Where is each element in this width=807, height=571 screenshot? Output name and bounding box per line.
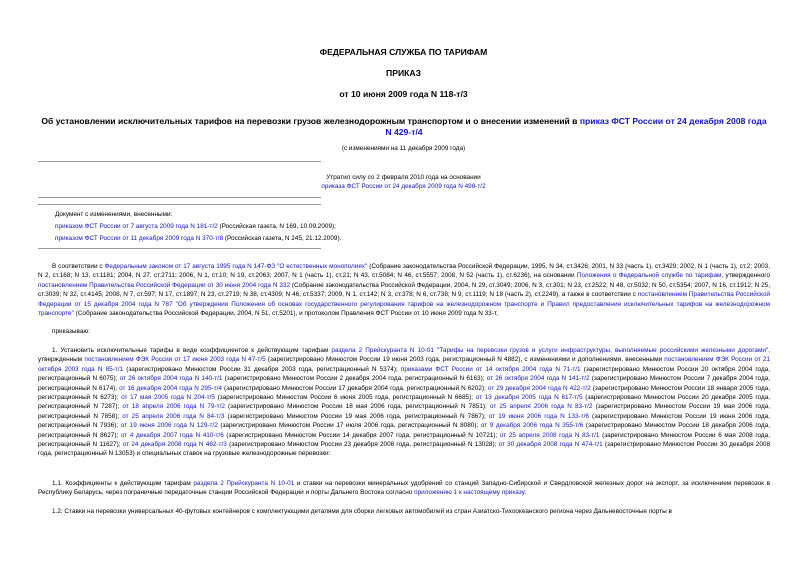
paragraph-indent [38, 263, 52, 270]
paragraph-text: . [524, 489, 526, 497]
paragraph-text: (зарегистрировано Минюстом России 17 декабря 2004 года, регистрационный N 6202); [221, 384, 488, 392]
paragraph-indent [38, 347, 52, 354]
separator-line [38, 248, 321, 249]
document-link[interactable]: от 18 апреля 2006 года N 79-т/2 [122, 403, 225, 411]
document-title [38, 116, 770, 138]
document-link[interactable]: от 26 октября 2004 года N 140-т/1 [119, 375, 223, 383]
agency-name: ФЕДЕРАЛЬНАЯ СЛУЖБА ПО ТАРИФАМ [319, 47, 488, 57]
paragraph-text: 1.1. Коэффициенты к действующим тарифам [52, 480, 194, 487]
void-notice-link[interactable]: приказа ФСТ России от 24 декабря 2009 года N 498-т/2 [321, 183, 486, 190]
paragraph-text: (зарегистрировано Минюстом России 20 декабря 2005 года, регистрационный N 7287); [38, 394, 771, 411]
paragraph-text: , утвержденным [38, 347, 770, 364]
changes-item [55, 223, 336, 230]
document-title-link[interactable]: приказ ФСТ России от 24 декабря 2008 года N 429-т/4 [385, 116, 767, 137]
paragraph-text: (зарегистрировано Минюстом России 19 мая 2006 года, регистрационный N 7867); [224, 412, 489, 420]
separator-line [38, 197, 321, 198]
item-1-paragraph [38, 346, 770, 459]
changes-heading: Документ с изменениями, внесенными: [55, 211, 173, 218]
changes-item-text: (Российская газета, N 245, 21.12.2009). [223, 235, 342, 242]
document-link[interactable]: от 29 декабря 2004 года N 422-т/2 [487, 384, 591, 392]
changes-item [55, 235, 341, 242]
paragraph-text: (зарегистрировано Минюстом России 18 января 2005 года, регистрационный N 6273); [38, 384, 771, 402]
document-link[interactable]: от 30 декабря 2008 года N 474-т/1 [498, 441, 603, 449]
document-link[interactable]: постановлением Правительства Российской Федерации от 30 июня 2004 года N 332 [38, 281, 291, 289]
amendment-note: (с изменениями на 11 декабря 2009 года) [341, 145, 466, 152]
paragraph-text: (зарегистрировано Минюстом России 7 декабря 2004 года, регистрационный N 6174); [38, 375, 771, 392]
paragraph-text: и ставки на перевозки минеральных удобрений со станций Западно-Сибирской и Свердловской железных дорог на экспорт, за исключением перевозок в Республику Беларусь, через пограничные передаточные станции Российской Федерации и порты Дальнего Востока согласно [38, 480, 770, 497]
document-link[interactable]: раздела 2 Прейскуранта N 10-01 "Тарифы на перевозки грузов и услуги инфраструктуры, выполняемые российскими железными дорогами" [331, 347, 769, 354]
document-link[interactable]: от 25 апреля 2006 года N 84-т/3 [122, 412, 225, 420]
document-link[interactable]: Положения о Федеральной службе по тарифам [576, 272, 722, 280]
paragraph-text: В соответствии с [52, 263, 105, 270]
document-link[interactable]: от 24 декабря 2008 года N 462-т/3 [122, 441, 227, 449]
separator-line [38, 161, 321, 162]
paragraph-text: (зарегистрировано Минюстом России 17 июля 2006 года, регистрационный N 8080); [217, 422, 481, 430]
item-1-2-paragraph [38, 507, 770, 516]
document-date-number: от 10 июня 2009 года N 118-т/3 [339, 89, 468, 99]
changes-item-link[interactable]: приказом ФСТ России от 11 декабря 2009 года N 370-т/8 [55, 235, 224, 242]
document-link[interactable]: от 19 июня 2006 года N 133-т/6 [488, 412, 589, 420]
document-link[interactable]: от 9 декабря 2006 года N 355-т/6 [480, 422, 584, 430]
order-word [38, 327, 770, 336]
changes-item-text: (Российская газета, N 169, 10.09.2009); [217, 223, 336, 230]
paragraph-text: (зарегистрировано Минюстом России 31 декабря 2003 года, регистрационный N 5374); [123, 365, 401, 373]
document-link[interactable]: постановлением ФЭК России от 21 октября 2003 года N 85-т/1 [38, 356, 771, 373]
paragraph-indent [38, 508, 52, 515]
paragraph-text: (зарегистрировано Минюстом России 30 декабря 2008 года, регистрационный N 13053) и специальных ставок на грузовые железнодорожные перевозки: [38, 441, 771, 458]
paragraph-text: (зарегистрировано Минюстом России 19 июня 2006 года, регистрационный N 7936); [38, 412, 770, 430]
order-word-text: приказываю: [52, 328, 90, 335]
document-link[interactable]: раздела 2 Прейскуранта N 10-01 [193, 480, 295, 487]
paragraph-text: (зарегистрировано Минюстом России 20 октября 2004 года, регистрационный N 6075); [38, 365, 771, 383]
paragraph-text: (зарегистрировано Минюстом России 2 декабря 2004 года, регистрационный N 6163); [222, 375, 487, 383]
preamble-paragraph [38, 262, 770, 318]
paragraph-text: (Собрание законодательства Российской Федерации, 2004, N 29, ст.3049; 2006, N 3, ст.301; N 23, ст.2522; N 48, ст.5032; N 50, ст.5354; 2007, N 16, ст.1912; N 25, ст.3039; N 32, ст.4145; 2008, N 7, ст.597; N 17, ст.1897; N 23, ст.2719; N 38, ст.4309; N 46, ст.5337; 2009, N 1, ст.142; N 3, ст.378; N 6, ст.738; N 9, ст.1119; N 18 (часть 2), ст.2249), а также в соответствии с [38, 281, 771, 299]
document-link[interactable]: от 19 июня 2006 года N 129-т/2 [120, 422, 218, 430]
paragraph-text: (зарегистрировано Минюстом России 19 мая 2006 года, регистрационный N 7858); [38, 403, 771, 420]
paragraph-text: (Собрание законодательства Российской Федерации, 1995, N 34, ст.3426; 2001, N 33 (часть 1), ст.3429; 2002, N 1 (часть 1), ст.2; 2003, N 2, ст.168; N 13, ст.1181; 2004, N 27, ст.2711; 2006, N 1, ст.10; N 19, ст.2063; 2007, N 1 (часть 1), ст.21; N 43, ст.5084; N 46, ст.5557; 2008, N 52 (часть 1), ст.6236), на основании [38, 263, 771, 280]
document-link[interactable]: от 4 декабря 2007 года N 410-т/6 [120, 431, 224, 439]
item-1-1-paragraph [38, 479, 770, 498]
paragraph-text: (зарегистрировано Минюстом России 6 июня 2005 года, регистрационный N 6685); [214, 394, 476, 402]
paragraph-text: 1.2. Ставки на перевозки универсальных 40-футовых контейнеров с комплектующими деталями для сборки легковых автомобилей из стран Азиатско-Тихоокеанского региона через Дальневосточные порты в [52, 508, 672, 515]
document-link[interactable]: от 17 мая 2005 года N 204-т/5 [121, 394, 215, 402]
paragraph-indent [38, 480, 52, 487]
paragraph-text: (Собрание законодательства Российской Федерации, 2004, N 51, ст.5201), и протоколом Правления ФСТ России от 10 июня 2009 года N 33-т, [73, 310, 498, 318]
paragraph-text: 1. Установить исключительные тарифы в виде коэффициентов к действующим тарифам [52, 347, 332, 354]
document-link[interactable]: от 25 апреля 2008 года N 83-т/1 [499, 431, 600, 439]
paragraph-text: (зарегистрировано Минюстом России 6 мая 2008 года, регистрационный N 11627); [38, 431, 770, 449]
paragraph-text: (зарегистрировано Минюстом России 19 июня 2003 года, регистрационный N 4882), с изменениями и дополнениями, внесенными [265, 356, 665, 364]
changes-item-link[interactable]: приказом ФСТ России от 7 августа 2009 года N 181-т/2 [55, 223, 218, 230]
document-link[interactable]: от 16 декабря 2004 года N 295-т/4 [119, 384, 222, 392]
document-link[interactable]: Федеральным законом от 17 августа 1995 года N 147-ФЗ "О естественных монополиях" [104, 263, 368, 270]
paragraph-text: (зарегистрировано Минюстом России 18 мая 2006 года, регистрационный N 7851); [224, 403, 490, 411]
void-notice-text: Утратил силу со 2 февраля 2010 года на основании [326, 174, 481, 181]
document-link[interactable]: от 26 октября 2004 года N 141-т/2 [486, 375, 590, 383]
paragraph-text: (зарегистрировано Минюстом России 23 декабря 2008 года, регистрационный N 13028); [226, 441, 499, 449]
document-type: ПРИКАЗ [386, 68, 421, 78]
document-link[interactable]: постановлением Правительства Российской Федерации от 15 декабря 2004 года N 787 "Об утверждении Положения об основах государственного регулирования тарифов на железнодорожном транспорте и Правил предоставления исключительных тарифов на железнодорожном транспорте" [38, 291, 770, 318]
document-link[interactable]: постановлением ФЭК России от 17 июня 2003 года N 47-т/5 [84, 356, 266, 364]
document-link[interactable]: от 25 апреля 2006 года N 83-т/2 [489, 403, 593, 411]
separator-line [38, 204, 321, 205]
document-link[interactable]: приложению 1 к настоящему приказу [414, 489, 525, 497]
paragraph-text: , утвержденного [721, 272, 771, 280]
document-link[interactable]: от 13 декабря 2005 года N 617-т/5 [475, 394, 583, 402]
document-link[interactable]: приказами ФСТ России от 14 октября 2004 года N 71-т/1 [400, 365, 581, 373]
paragraph-text: (зарегистрировано Минюстом России 14 декабря 2007 года, регистрационный N 10721); [223, 431, 500, 439]
paragraph-text: (зарегистрировано Минюстом России 18 декабря 2006 года, регистрационный N 8627); [38, 422, 770, 439]
document-title-text: Об установлении исключительных тарифов на перевозки грузов железнодорожным транспортом и о внесении изменений в [41, 116, 580, 126]
